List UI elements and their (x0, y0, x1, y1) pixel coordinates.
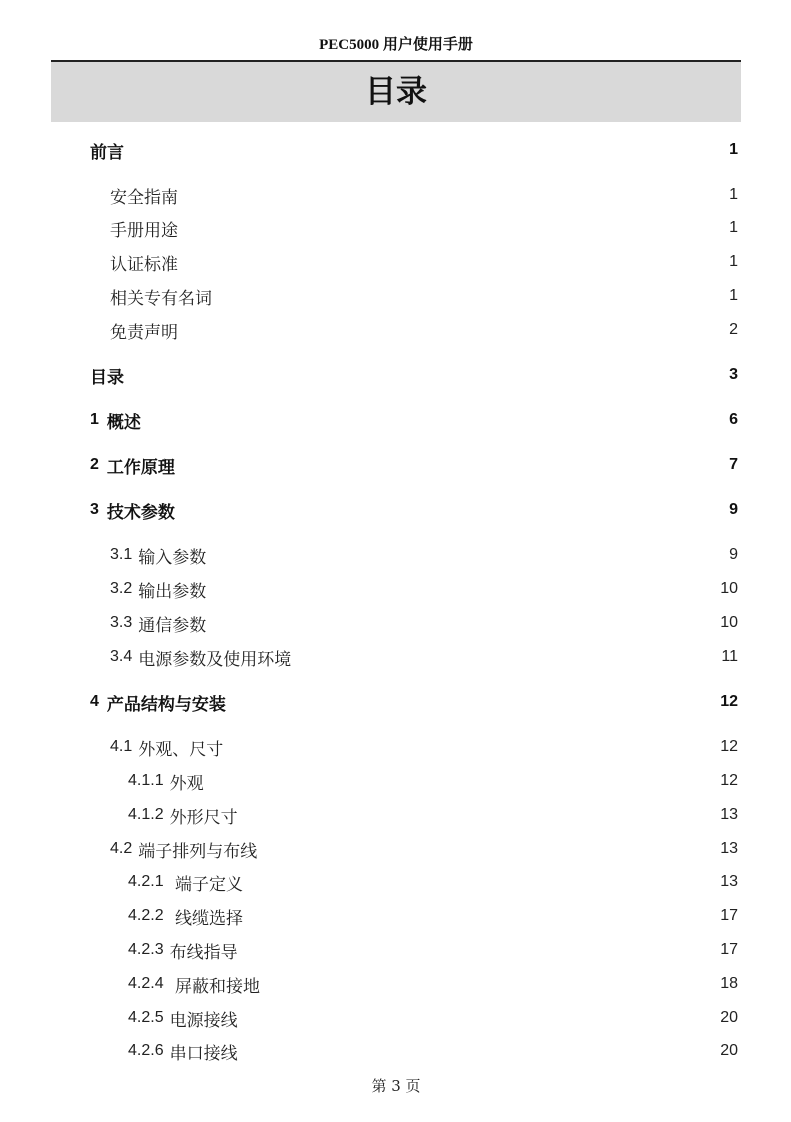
toc-entry-title (90, 972, 260, 997)
toc-entry-label: 概述 (106, 412, 141, 433)
toc-entry-label: 串口接线 (169, 1043, 238, 1064)
toc-entry-page: 12 (720, 738, 738, 755)
toc-entry[interactable] (90, 802, 738, 828)
toc-entry-page: 9 (729, 501, 738, 518)
toc-entry-page: 17 (720, 907, 738, 924)
toc-entry-number: 1 (90, 411, 99, 428)
toc-entry-title (90, 138, 124, 163)
toc-entry-label: 外观 (169, 773, 204, 794)
toc-title: 目录 (51, 62, 741, 122)
toc-entry-title (90, 611, 206, 636)
toc-entry[interactable] (90, 836, 738, 862)
toc-entry-label: 端子排列与布线 (138, 841, 258, 862)
toc-entry-title (90, 453, 175, 478)
toc-entry-number: 3.3 (110, 614, 133, 631)
toc-entry-title (90, 1006, 238, 1031)
page-number-footer: 第 3 页 (371, 1077, 421, 1095)
toc-entry-page: 10 (720, 614, 738, 631)
toc-entry-page: 12 (720, 693, 738, 710)
toc-entry-label: 外形尺寸 (169, 807, 238, 828)
toc-entry[interactable] (90, 182, 738, 208)
running-header: PEC5000 用户使用手册 (319, 37, 473, 53)
toc-entry[interactable] (90, 362, 738, 388)
toc-entry-number: 3.2 (110, 580, 133, 597)
toc-entry-title (90, 645, 291, 670)
toc-entry[interactable] (90, 903, 738, 929)
toc-entry-label: 技术参数 (106, 502, 175, 523)
toc-entry-page: 20 (720, 1009, 738, 1026)
toc-entry-number: 4.2.1 (128, 873, 164, 890)
toc-entry-page: 13 (720, 840, 738, 857)
toc-entry-title (90, 408, 141, 433)
toc-entry-title (90, 318, 178, 343)
toc-entry-label: 屏蔽和接地 (169, 976, 260, 997)
toc-entry-number: 4.1.1 (128, 772, 164, 789)
toc-entry-title (90, 1039, 238, 1064)
toc-entry-label: 手册用途 (110, 220, 178, 241)
toc-entry-title (90, 803, 238, 828)
toc-entry-label: 前言 (90, 142, 124, 163)
toc-entry-page: 18 (720, 975, 738, 992)
toc-entry[interactable] (90, 869, 738, 895)
toc-entry[interactable] (90, 215, 738, 241)
toc-entry-page: 11 (721, 648, 738, 665)
toc-entry-number: 3.4 (110, 648, 133, 665)
toc-entry[interactable] (90, 249, 738, 275)
toc-entry-title (90, 363, 124, 388)
toc-entry[interactable] (90, 283, 738, 309)
toc-entry-label: 免责声明 (110, 322, 178, 343)
toc-entry-number: 4.2.2 (128, 907, 164, 924)
toc-entry[interactable] (90, 1005, 738, 1031)
toc-entry-title (90, 498, 175, 523)
toc-entry[interactable] (90, 734, 738, 760)
toc-entry-title (90, 837, 257, 862)
toc-entry-page: 9 (729, 546, 738, 563)
toc-entry[interactable] (90, 407, 738, 433)
toc-entry-label: 电源接线 (169, 1010, 238, 1031)
toc-entry-number: 4.2.6 (128, 1042, 164, 1059)
toc-entry-label: 输出参数 (138, 581, 207, 602)
toc-entry-label: 通信参数 (138, 615, 207, 636)
toc-entry-label: 认证标准 (110, 254, 178, 275)
toc-entry-title (90, 183, 178, 208)
toc-entry-title (90, 904, 243, 929)
toc-entry[interactable] (90, 542, 738, 568)
toc-entry-label: 电源参数及使用环境 (138, 649, 292, 670)
toc-entry-page: 13 (720, 806, 738, 823)
toc-entry-page: 1 (729, 219, 738, 236)
toc-entry-label: 输入参数 (138, 547, 207, 568)
toc-entry-page: 1 (729, 141, 738, 158)
toc-entry-label: 目录 (90, 367, 124, 388)
toc-entry-page: 3 (729, 366, 738, 383)
toc-entry-page: 2 (729, 321, 738, 338)
toc-entry-title (90, 690, 226, 715)
toc-entry-title (90, 938, 238, 963)
toc-entry-title (90, 769, 204, 794)
toc-entry-number: 3.1 (110, 546, 133, 563)
toc-entry-page: 12 (720, 772, 738, 789)
toc-entry[interactable] (90, 768, 738, 794)
toc-entry-label: 布线指导 (169, 942, 238, 963)
toc-entry-title (90, 735, 223, 760)
toc-entry[interactable] (90, 937, 738, 963)
toc-entry-label: 相关专有名词 (110, 288, 212, 309)
toc-entry-page: 1 (729, 253, 738, 270)
toc-entry-label: 产品结构与安装 (106, 694, 226, 715)
toc-entry-page: 20 (720, 1042, 738, 1059)
toc-entry[interactable] (90, 644, 738, 670)
toc-entry-number: 2 (90, 456, 99, 473)
toc-entry-label: 外观、尺寸 (138, 739, 224, 760)
toc-entry[interactable] (90, 452, 738, 478)
toc-entry[interactable] (90, 689, 738, 715)
toc-entry-title (90, 250, 178, 275)
toc-entry-title (90, 577, 206, 602)
toc-entry-number: 4.2.5 (128, 1009, 164, 1026)
toc-entry[interactable] (90, 1038, 738, 1064)
toc-entry[interactable] (90, 576, 738, 602)
toc-entry-label: 线缆选择 (169, 908, 243, 929)
toc-entry-page: 7 (729, 456, 738, 473)
toc-entry-label: 端子定义 (169, 874, 243, 895)
toc-entry-title (90, 216, 178, 241)
toc-entry-title (90, 543, 206, 568)
toc-entry-page: 1 (729, 287, 738, 304)
toc-entry-number: 4.2.4 (128, 975, 164, 992)
toc-entry-number: 4.1.2 (128, 806, 164, 823)
toc-entry-label: 工作原理 (106, 457, 175, 478)
toc-entry[interactable] (90, 317, 738, 343)
toc-entry-title (90, 870, 243, 895)
toc-entry[interactable] (90, 610, 738, 636)
toc-entry-label: 安全指南 (110, 187, 178, 208)
toc-entry-number: 4.2 (110, 840, 133, 857)
toc-entry-page: 13 (720, 873, 738, 890)
toc-entry-number: 4 (90, 693, 99, 710)
toc-entry-page: 6 (729, 411, 738, 428)
toc-entry-page: 17 (720, 941, 738, 958)
toc-entry-number: 4.2.3 (128, 941, 164, 958)
toc-entry-page: 10 (720, 580, 738, 597)
toc-entry[interactable] (90, 971, 738, 997)
toc-entry-number: 4.1 (110, 738, 133, 755)
toc-entry-page: 1 (729, 186, 738, 203)
toc-entry[interactable] (90, 137, 738, 163)
toc-entry-number: 3 (90, 501, 99, 518)
toc-entry-title (90, 284, 212, 309)
toc-entry[interactable] (90, 497, 738, 523)
